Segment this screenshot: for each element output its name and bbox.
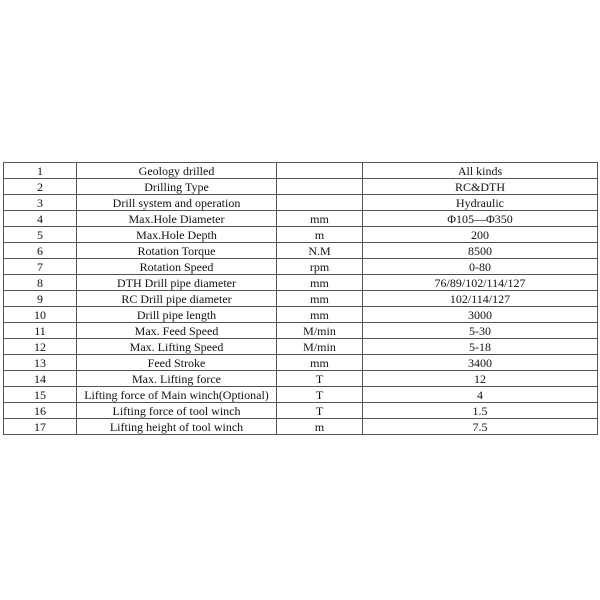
- row-number-cell: 9: [4, 291, 77, 307]
- value-cell: 4: [363, 387, 598, 403]
- value-cell: 1.5: [363, 403, 598, 419]
- parameter-cell: Feed Stroke: [77, 355, 277, 371]
- value-cell: 5-30: [363, 323, 598, 339]
- parameter-cell: Lifting force of Main winch(Optional): [77, 387, 277, 403]
- row-number-cell: 6: [4, 243, 77, 259]
- parameter-cell: Drill system and operation: [77, 195, 277, 211]
- value-cell: Hydraulic: [363, 195, 598, 211]
- value-cell: Φ105—Φ350: [363, 211, 598, 227]
- row-number-cell: 17: [4, 419, 77, 435]
- row-number-cell: 15: [4, 387, 77, 403]
- table-row: [4, 403, 598, 419]
- unit-cell: [277, 163, 363, 179]
- row-number-cell: 13: [4, 355, 77, 371]
- table-row: [4, 371, 598, 387]
- parameter-cell: Max.Hole Diameter: [77, 211, 277, 227]
- parameter-cell: Lifting force of tool winch: [77, 403, 277, 419]
- table-row: [4, 387, 598, 403]
- parameter-cell: Max. Lifting force: [77, 371, 277, 387]
- value-cell: All kinds: [363, 163, 598, 179]
- parameter-cell: Rotation Torque: [77, 243, 277, 259]
- value-cell: 76/89/102/114/127: [363, 275, 598, 291]
- table-row: [4, 419, 598, 435]
- parameter-cell: Drilling Type: [77, 179, 277, 195]
- parameter-cell: DTH Drill pipe diameter: [77, 275, 277, 291]
- value-cell: 8500: [363, 243, 598, 259]
- table-row: [4, 179, 598, 195]
- unit-cell: m: [277, 419, 363, 435]
- unit-cell: M/min: [277, 339, 363, 355]
- table-row: [4, 291, 598, 307]
- value-cell: 7.5: [363, 419, 598, 435]
- table-row: [4, 163, 598, 179]
- spec-table: [3, 162, 598, 435]
- row-number-cell: 7: [4, 259, 77, 275]
- value-cell: 200: [363, 227, 598, 243]
- parameter-cell: Max. Feed Speed: [77, 323, 277, 339]
- unit-cell: mm: [277, 211, 363, 227]
- row-number-cell: 14: [4, 371, 77, 387]
- value-cell: 3400: [363, 355, 598, 371]
- row-number-cell: 1: [4, 163, 77, 179]
- unit-cell: mm: [277, 291, 363, 307]
- table-row: [4, 195, 598, 211]
- row-number-cell: 12: [4, 339, 77, 355]
- unit-cell: [277, 195, 363, 211]
- unit-cell: rpm: [277, 259, 363, 275]
- row-number-cell: 16: [4, 403, 77, 419]
- unit-cell: mm: [277, 355, 363, 371]
- unit-cell: T: [277, 403, 363, 419]
- table-row: [4, 339, 598, 355]
- table-row: [4, 355, 598, 371]
- parameter-cell: Max. Lifting Speed: [77, 339, 277, 355]
- value-cell: RC&DTH: [363, 179, 598, 195]
- unit-cell: T: [277, 371, 363, 387]
- row-number-cell: 5: [4, 227, 77, 243]
- unit-cell: m: [277, 227, 363, 243]
- row-number-cell: 2: [4, 179, 77, 195]
- value-cell: 12: [363, 371, 598, 387]
- parameter-cell: Lifting height of tool winch: [77, 419, 277, 435]
- unit-cell: N.M: [277, 243, 363, 259]
- value-cell: 3000: [363, 307, 598, 323]
- row-number-cell: 3: [4, 195, 77, 211]
- parameter-cell: Geology drilled: [77, 163, 277, 179]
- table-row: [4, 275, 598, 291]
- table-row: [4, 323, 598, 339]
- parameter-cell: Max.Hole Depth: [77, 227, 277, 243]
- table-row: [4, 307, 598, 323]
- unit-cell: M/min: [277, 323, 363, 339]
- value-cell: 5-18: [363, 339, 598, 355]
- table-row: [4, 211, 598, 227]
- unit-cell: T: [277, 387, 363, 403]
- unit-cell: [277, 179, 363, 195]
- parameter-cell: RC Drill pipe diameter: [77, 291, 277, 307]
- row-number-cell: 8: [4, 275, 77, 291]
- row-number-cell: 10: [4, 307, 77, 323]
- parameter-cell: Drill pipe length: [77, 307, 277, 323]
- unit-cell: mm: [277, 275, 363, 291]
- spec-table-body: [4, 163, 598, 435]
- table-row: [4, 259, 598, 275]
- parameter-cell: Rotation Speed: [77, 259, 277, 275]
- row-number-cell: 11: [4, 323, 77, 339]
- table-row: [4, 243, 598, 259]
- table-row: [4, 227, 598, 243]
- unit-cell: mm: [277, 307, 363, 323]
- value-cell: 0-80: [363, 259, 598, 275]
- row-number-cell: 4: [4, 211, 77, 227]
- value-cell: 102/114/127: [363, 291, 598, 307]
